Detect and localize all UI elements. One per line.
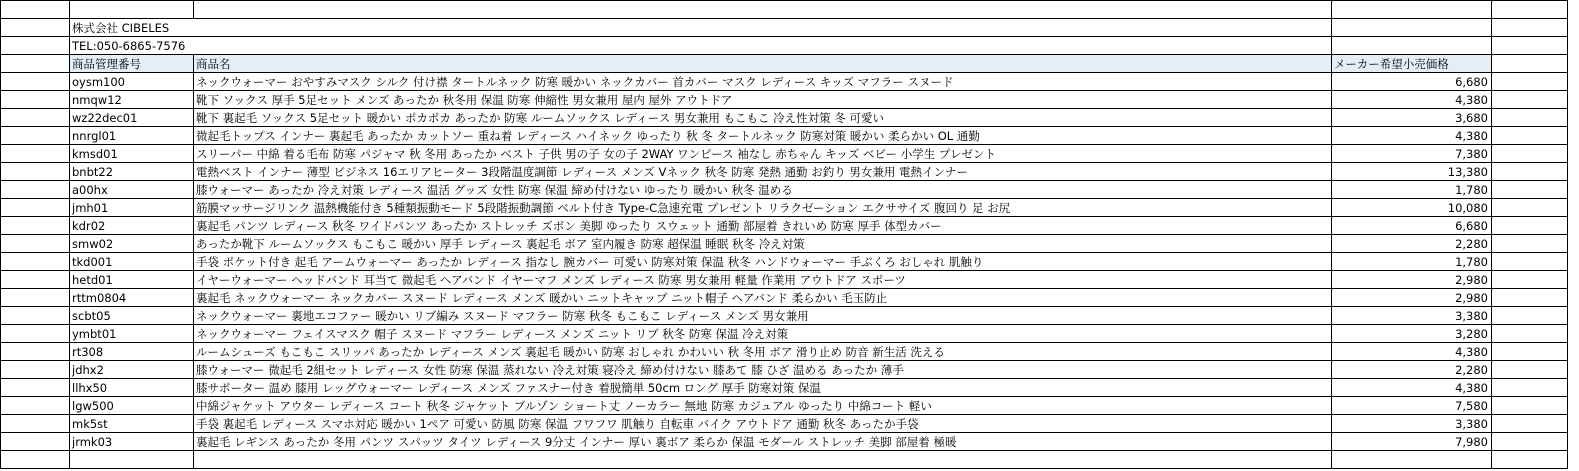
table-row — [1, 415, 1568, 433]
cell[interactable] — [1, 307, 70, 325]
product-name[interactable]: 中綿ジャケット アウター レディース コート 秋冬 ジャケット ブルゾン ショート丈 ノーカラー 無地 防寒 カジュアル ゆったり 中綿コート 軽い — [194, 397, 1332, 415]
cell[interactable] — [1, 37, 70, 55]
product-name[interactable]: 筋膜マッサージリンク 温熱機能付き 5種類振動モード 5段階振動調節 ベルト付き Type-C急速充電 プレゼント リラクゼーション エクササイズ 腹回り 足 お尻 — [194, 199, 1332, 217]
table-row — [1, 271, 1568, 289]
product-price[interactable]: 4,380 — [1332, 343, 1492, 361]
product-name[interactable]: 電熱ベスト インナー 薄型 ビジネス 16エリアヒーター 3段階温度調節 レディース メンズ Vネック 秋冬 防寒 発熱 通勤 お釣り 男女兼用 電熱インナー — [194, 163, 1332, 181]
table-row — [1, 253, 1568, 271]
product-name[interactable]: 裏起毛 レギンス あったか 冬用 パンツ スパッツ タイツ レディース 9分丈 インナー 厚い 裏ボア 柔らか 保温 モダール ストレッチ 美脚 部屋着 極暖 — [194, 433, 1332, 451]
product-code[interactable]: nmqw12 — [70, 91, 194, 109]
product-code[interactable]: rttm0804 — [70, 289, 194, 307]
empty-row — [1, 1, 1568, 19]
cell[interactable] — [1492, 253, 1568, 271]
cell[interactable] — [1, 91, 70, 109]
product-price[interactable]: 7,980 — [1332, 433, 1492, 451]
product-code[interactable]: jdhx2 — [70, 361, 194, 379]
product-code[interactable]: bnbt22 — [70, 163, 194, 181]
product-code[interactable]: ymbt01 — [70, 325, 194, 343]
cell[interactable] — [70, 1, 194, 19]
cell[interactable] — [1332, 451, 1492, 469]
product-code[interactable]: kdr02 — [70, 217, 194, 235]
product-name[interactable]: 靴下 ソックス 厚手 5足セット メンズ あったか 秋冬用 保温 防寒 伸縮性 男女兼用 屋内 屋外 アウトドア — [194, 91, 1332, 109]
cell[interactable] — [1492, 451, 1568, 469]
cell[interactable] — [1492, 163, 1568, 181]
product-price[interactable]: 7,580 — [1332, 397, 1492, 415]
cell[interactable] — [1, 253, 70, 271]
cell[interactable] — [1, 1, 70, 19]
cell[interactable] — [1492, 109, 1568, 127]
cell[interactable] — [1492, 343, 1568, 361]
product-name[interactable]: ルームシューズ もこもこ スリッパ あったか レディース メンズ 裏起毛 暖かい 防寒 おしゃれ かわいい 秋 冬用 ボア 滑り止め 防音 新生活 洗える — [194, 343, 1332, 361]
table-row — [1, 181, 1568, 199]
product-code[interactable]: jmh01 — [70, 199, 194, 217]
product-code[interactable]: hetd01 — [70, 271, 194, 289]
table-row — [1, 217, 1568, 235]
product-price[interactable]: 2,280 — [1332, 361, 1492, 379]
cell[interactable] — [1492, 91, 1568, 109]
product-name[interactable]: イヤーウォーマー ヘッドバンド 耳当て 微起毛 ヘアバンド イヤーマフ メンズ レディース 防寒 男女兼用 軽量 作業用 アウトドア スポーツ — [194, 271, 1332, 289]
product-price[interactable]: 3,680 — [1332, 109, 1492, 127]
cell[interactable] — [1, 325, 70, 343]
cell[interactable] — [1, 379, 70, 397]
cell[interactable] — [1332, 1, 1492, 19]
product-price[interactable]: 4,380 — [1332, 379, 1492, 397]
cell[interactable] — [1, 289, 70, 307]
product-name[interactable]: 膝サポーター 温め 膝用 レッグウォーマー レディース メンズ ファスナー付き 着脱簡単 50cm ロング 厚手 防寒対策 保温 — [194, 379, 1332, 397]
product-price[interactable]: 1,780 — [1332, 181, 1492, 199]
table-row — [1, 361, 1568, 379]
cell[interactable] — [1, 451, 70, 469]
cell[interactable] — [1492, 415, 1568, 433]
cell[interactable] — [1492, 1, 1568, 19]
product-name[interactable]: 微起毛トップス インナー 裏起毛 あったか カットソー 重ね着 レディース ハイネック ゆったり 秋 冬 タートルネック 防寒対策 暖かい 柔らかい OL 通勤 — [194, 127, 1332, 145]
cell[interactable] — [1492, 433, 1568, 451]
tel-number[interactable]: TEL:050-6865-7576 — [70, 37, 1332, 55]
product-price[interactable]: 3,380 — [1332, 415, 1492, 433]
cell[interactable] — [1492, 73, 1568, 91]
product-name[interactable]: 裏起毛 ネックウォーマー ネックカバー スヌード レディース メンズ 暖かい ニットキャップ ニット帽子 ヘアバンド 柔らかい 毛玉防止 — [194, 289, 1332, 307]
cell[interactable] — [1492, 199, 1568, 217]
cell[interactable] — [1, 235, 70, 253]
cell[interactable] — [1492, 181, 1568, 199]
product-name[interactable]: 手袋 裏起毛 レディース スマホ対応 暖かい 1ペア 可愛い 防風 防寒 保温 フワフワ 肌触り 自転車 バイク アウトドア 通勤 秋冬 あったか手袋 — [194, 415, 1332, 433]
cell[interactable] — [1492, 361, 1568, 379]
table-row — [1, 307, 1568, 325]
header-name[interactable]: 商品名 — [194, 55, 1332, 73]
product-price[interactable]: 4,380 — [1332, 127, 1492, 145]
cell[interactable] — [1, 361, 70, 379]
table-row — [1, 343, 1568, 361]
product-name[interactable]: ネックウォーマー おやすみマスク シルク 付け襟 タートルネック 防寒 暖かい ネックカバー 首カバー マスク レディース キッズ マフラー スヌード — [194, 73, 1332, 91]
product-price[interactable]: 7,380 — [1332, 145, 1492, 163]
cell[interactable] — [70, 451, 194, 469]
table-row — [1, 289, 1568, 307]
header-code[interactable]: 商品管理番号 — [70, 55, 194, 73]
cell[interactable] — [1332, 19, 1492, 37]
cell[interactable] — [1, 73, 70, 91]
table-row — [1, 91, 1568, 109]
cell[interactable] — [1492, 379, 1568, 397]
product-price[interactable]: 2,280 — [1332, 235, 1492, 253]
product-code[interactable]: oysm100 — [70, 73, 194, 91]
cell[interactable] — [1, 109, 70, 127]
product-code[interactable]: mk5st — [70, 415, 194, 433]
cell[interactable] — [1492, 145, 1568, 163]
header-row — [1, 55, 1568, 73]
product-price[interactable]: 2,980 — [1332, 289, 1492, 307]
company-name[interactable]: 株式会社 CIBELES — [70, 19, 1332, 37]
product-price[interactable]: 6,680 — [1332, 73, 1492, 91]
cell[interactable] — [1492, 289, 1568, 307]
cell[interactable] — [1492, 37, 1568, 55]
cell[interactable] — [194, 1, 1332, 19]
product-price[interactable]: 4,380 — [1332, 91, 1492, 109]
cell[interactable] — [1492, 127, 1568, 145]
cell[interactable] — [1492, 19, 1568, 37]
cell[interactable] — [1492, 235, 1568, 253]
cell[interactable] — [1, 163, 70, 181]
cell[interactable] — [1, 181, 70, 199]
cell[interactable] — [1492, 271, 1568, 289]
cell[interactable] — [1, 19, 70, 37]
product-price[interactable]: 2,980 — [1332, 271, 1492, 289]
product-name[interactable]: 手袋 ポケット付き 起毛 アームウォーマー あったか レディース 指なし 腕カバー 可愛い 防寒対策 保温 秋冬 ハンドウォーマー 手ぶくろ おしゃれ 肌触り — [194, 253, 1332, 271]
product-code[interactable]: llhx50 — [70, 379, 194, 397]
product-price[interactable]: 1,780 — [1332, 253, 1492, 271]
table-row — [1, 397, 1568, 415]
cell[interactable] — [1, 415, 70, 433]
company-row — [1, 19, 1568, 37]
table-row — [1, 199, 1568, 217]
product-name[interactable]: 膝ウォーマー 微起毛 2組セット レディース 女性 防寒 保温 蒸れない 冷え対策 寝冷え 締め付けない 膝あて 膝 ひざ 温める あったか 薄手 — [194, 361, 1332, 379]
product-name[interactable]: 靴下 裏起毛 ソックス 5足セット 暖かい ポカポカ あったか 防寒 ルームソックス レディース 男女兼用 もこもこ 冷え性対策 冬 可愛い — [194, 109, 1332, 127]
product-code[interactable]: a00hx — [70, 181, 194, 199]
cell[interactable] — [1492, 307, 1568, 325]
product-code[interactable]: lgw500 — [70, 397, 194, 415]
table-row — [1, 163, 1568, 181]
product-price[interactable]: 3,280 — [1332, 325, 1492, 343]
product-code[interactable]: jrmk03 — [70, 433, 194, 451]
cell[interactable] — [1492, 397, 1568, 415]
table-row — [1, 127, 1568, 145]
product-code[interactable]: nnrgl01 — [70, 127, 194, 145]
product-price[interactable]: 6,680 — [1332, 217, 1492, 235]
table-row — [1, 379, 1568, 397]
product-price[interactable]: 10,080 — [1332, 199, 1492, 217]
cell[interactable] — [1, 397, 70, 415]
cell[interactable] — [1, 55, 70, 73]
cell[interactable] — [1492, 217, 1568, 235]
table-row — [1, 73, 1568, 91]
cell[interactable] — [1492, 55, 1568, 73]
table-row — [1, 433, 1568, 451]
product-code[interactable]: rt308 — [70, 343, 194, 361]
cell[interactable] — [1, 199, 70, 217]
product-name[interactable]: ネックウォーマー 裏地エコファー 暖かい リブ編み スヌード マフラー 防寒 秋冬 もこもこ レディース メンズ 男女兼用 — [194, 307, 1332, 325]
table-row — [1, 235, 1568, 253]
product-code[interactable]: tkd001 — [70, 253, 194, 271]
product-code[interactable]: smw02 — [70, 235, 194, 253]
header-price[interactable]: メーカー希望小売価格 — [1332, 55, 1492, 73]
table-row — [1, 109, 1568, 127]
cell[interactable] — [1, 271, 70, 289]
product-price[interactable]: 3,380 — [1332, 307, 1492, 325]
cell[interactable] — [1, 433, 70, 451]
empty-row — [1, 451, 1568, 469]
tel-row — [1, 37, 1568, 55]
product-name[interactable]: ネックウォーマー フェイスマスク 帽子 スヌード マフラー レディース メンズ ニット リブ 秋冬 防寒 保温 冷え対策 — [194, 325, 1332, 343]
cell[interactable] — [1492, 325, 1568, 343]
table-row — [1, 145, 1568, 163]
product-name[interactable]: スリーパー 中綿 着る毛布 防寒 パジャマ 秋 冬用 あったか ベスト 子供 男の子 女の子 2WAY ワンピース 袖なし 赤ちゃん キッズ ベビー 小学生 プレゼント — [194, 145, 1332, 163]
cell[interactable] — [1332, 37, 1492, 55]
cell[interactable] — [1, 127, 70, 145]
product-price[interactable]: 13,380 — [1332, 163, 1492, 181]
table-row — [1, 325, 1568, 343]
product-code[interactable]: scbt05 — [70, 307, 194, 325]
product-code[interactable]: wz22dec01 — [70, 109, 194, 127]
product-code[interactable]: kmsd01 — [70, 145, 194, 163]
cell[interactable] — [1, 343, 70, 361]
product-name[interactable]: 裏起毛 パンツ レディース 秋冬 ワイドパンツ あったか ストレッチ ズボン 美脚 ゆったり スウェット 通勤 部屋着 きれいめ 防寒 厚手 体型カバー — [194, 217, 1332, 235]
cell[interactable] — [1, 145, 70, 163]
product-name[interactable]: あったか靴下 ルームソックス もこもこ 暖かい 厚手 レディース 裏起毛 ボア 室内履き 防寒 超保温 睡眠 秋冬 冷え対策 — [194, 235, 1332, 253]
cell[interactable] — [194, 451, 1332, 469]
product-name[interactable]: 膝ウォーマー あったか 冷え対策 レディース 温活 グッズ 女性 防寒 保温 締め付けない ゆったり 暖かい 秋冬 温める — [194, 181, 1332, 199]
cell[interactable] — [1, 217, 70, 235]
